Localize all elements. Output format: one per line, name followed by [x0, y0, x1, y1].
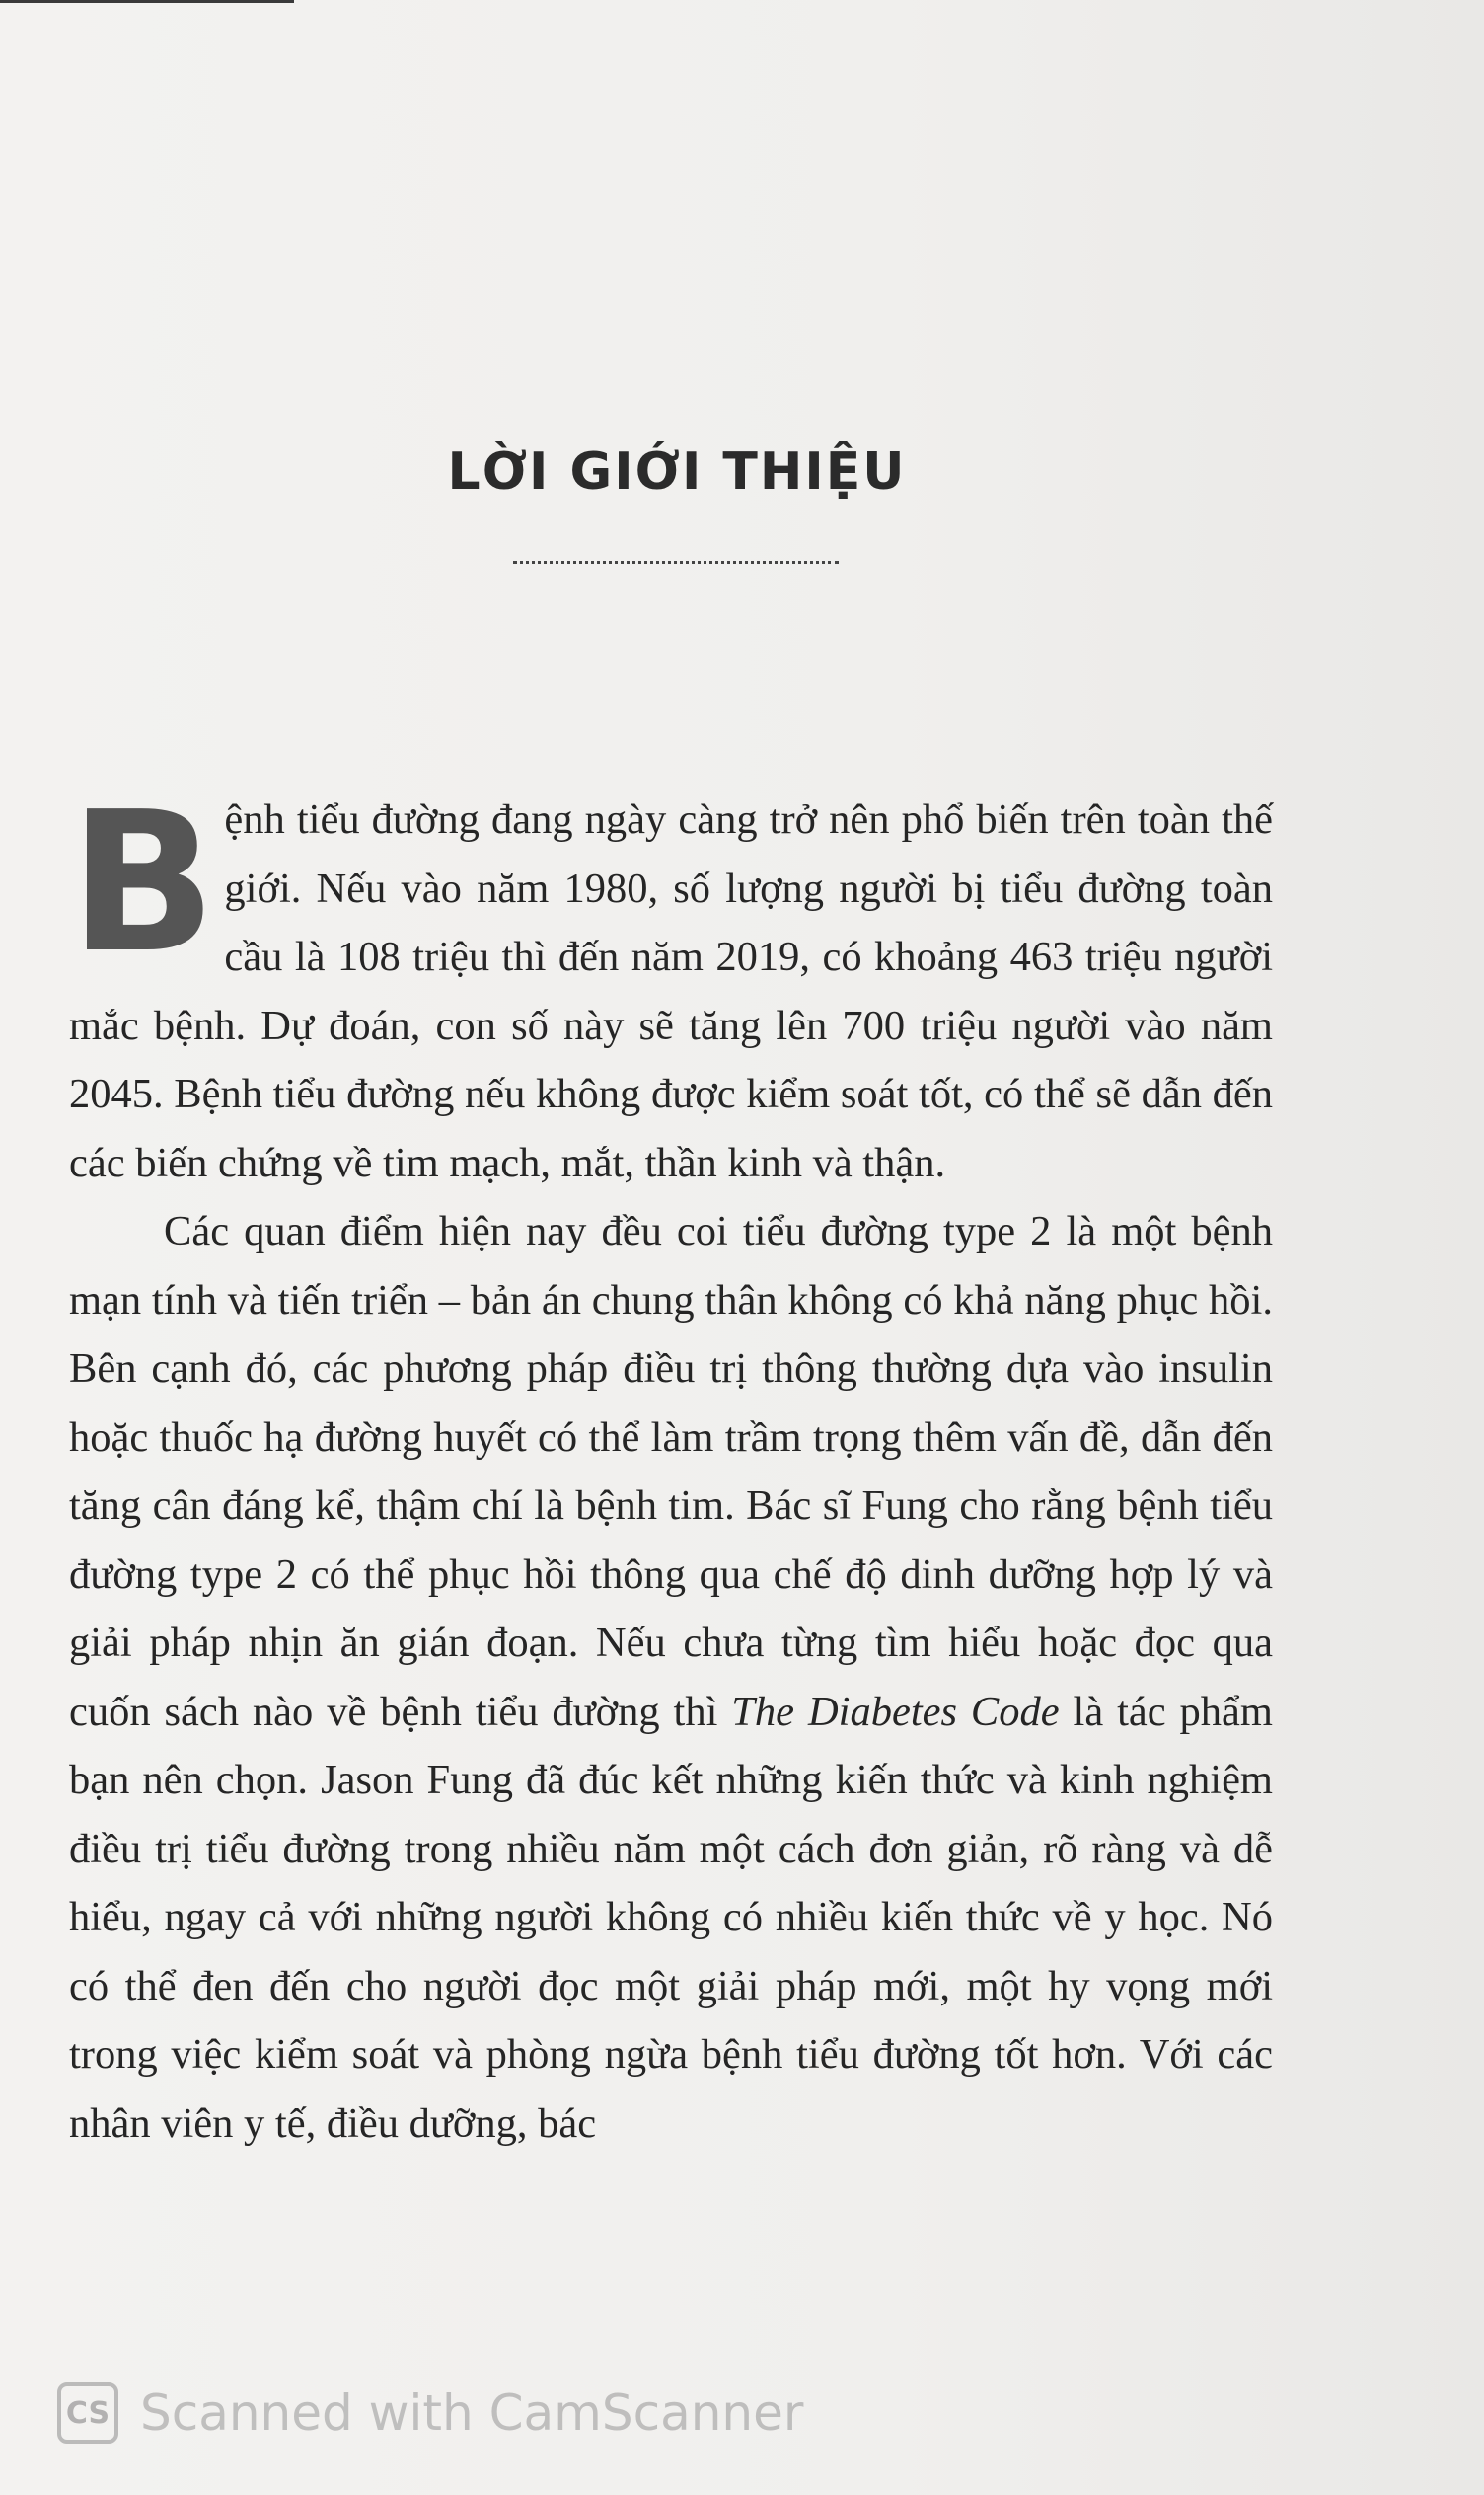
paragraph-1 — [69, 771, 1273, 1197]
top-edge-line — [0, 0, 294, 3]
book-title-italic: The Diabetes Code — [731, 1688, 1060, 1735]
paragraph-2-text-start: Các quan điểm hiện nay đều coi tiểu đường type 2 là một bệnh mạn tính và tiến triển – bản án chung thân không có khả năng phục hồi. Bên cạnh đó, các phương pháp điều trị thông thường dựa vào insulin hoặc thuốc hạ đường huyết có thể làm trầm trọng thêm vấn đề, dẫn đến tăng cân đáng kể, thậm chí là bệnh tim. Bác sĩ Fung cho rằng bệnh tiểu đường type 2 có thể phục hồi thông qua chế độ dinh dưỡng hợp lý và giải pháp nhịn ăn gián đoạn. Nếu chưa từng tìm hiểu hoặc đọc qua cuốn sách nào về bệnh tiểu đường thì — [69, 1208, 1273, 1735]
camscanner-logo-icon: CS — [57, 2382, 118, 2444]
chapter-heading: LỜI GIỚI THIỆU — [447, 442, 907, 501]
watermark-text: Scanned with CamScanner — [140, 2384, 804, 2442]
paragraph-2-text-end: là tác phẩm bạn nên chọn. Jason Fung đã đúc kết những kiến thức và kinh nghiệm điều trị tiểu đường trong nhiều năm một cách đơn giản, rõ ràng và dễ hiểu, ngay cả với những người không có nhiều kiến thức về y học. Nó có thể đen đến cho người đọc một giải pháp mới, một hy vọng mới trong việc kiểm soát và phòng ngừa bệnh tiểu đường tốt hơn. Với các nhân viên y tế, điều dưỡng, bác — [69, 1688, 1273, 2147]
paragraph-1-text: ệnh tiểu đường đang ngày càng trở nên phổ biến trên toàn thế giới. Nếu vào năm 1980, số lượng người bị tiểu đường toàn cầu là 108 triệu thì đến năm 2019, có khoảng 463 triệu người mắc bệnh. Dự đoán, con số này sẽ tăng lên 700 triệu người vào năm 2045. Bệnh tiểu đường nếu không được kiểm soát tốt, có thể sẽ dẫn đến các biến chứng về tim mạch, mắt, thần kinh và thận. — [69, 796, 1273, 1186]
scanner-watermark — [57, 2382, 803, 2444]
heading-dotted-divider — [513, 561, 839, 564]
drop-cap: B — [69, 771, 217, 996]
paragraph-2 — [69, 1197, 1273, 2157]
body-text — [69, 771, 1273, 2157]
